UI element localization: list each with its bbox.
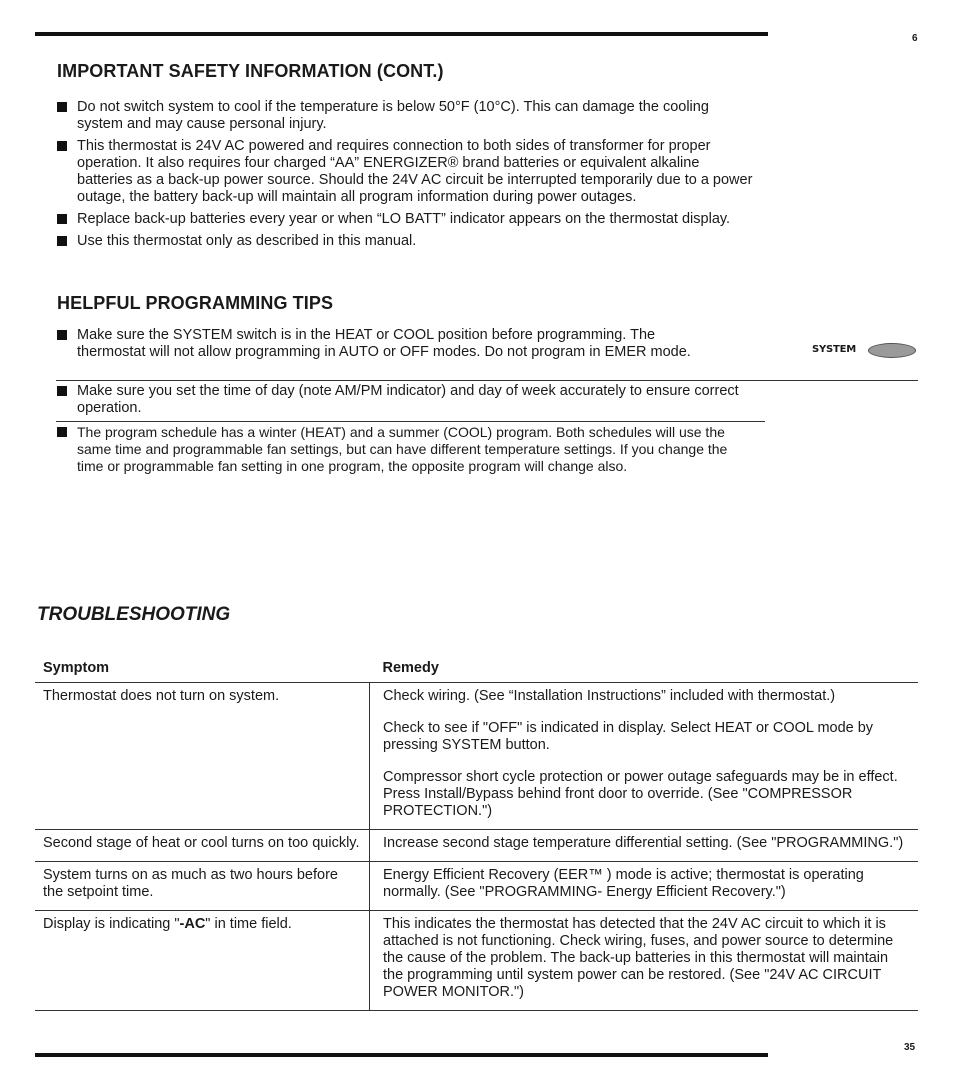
table-row (35, 862, 918, 911)
square-bullet-icon (57, 236, 67, 246)
table-row (35, 830, 918, 862)
ac-code: -AC (179, 916, 206, 932)
troubleshooting-heading: TROUBLESHOOTING (37, 604, 231, 625)
tips-heading: HELPFUL PROGRAMMING TIPS (57, 293, 334, 313)
safety-heading: IMPORTANT SAFETY INFORMATION (CONT.) (57, 61, 444, 81)
square-bullet-icon (57, 102, 67, 112)
tips-bullet-list-1 (56, 327, 756, 366)
tips-separator-1 (56, 380, 918, 381)
tips-bullet: Make sure the SYSTEM switch is in the HEAT or COOL position before programming. The thermostat will not allow programming in AUTO or OFF modes. Do not program in EMER mode. (56, 327, 756, 361)
safety-bullet-list (56, 99, 756, 255)
tips-bullet: Make sure you set the time of day (note AM/PM indicator) and day of week accurately to ensure correct operation. (56, 383, 756, 417)
tips-bullet-list-2 (56, 383, 756, 422)
tips-bullet-list-3 (56, 424, 756, 480)
remedy-text: Check wiring. (See “Installation Instructions” included with thermostat.) (383, 688, 836, 704)
symptom-cell: Thermostat does not turn on system. (35, 683, 370, 830)
remedy-cell (370, 911, 919, 1011)
table-row (35, 683, 918, 830)
table-row (35, 911, 918, 1011)
page-number-bottom: 35 (904, 1042, 916, 1053)
square-bullet-icon (57, 214, 67, 224)
safety-bullet: Do not switch system to cool if the temperature is below 50°F (10°C). This can damage the cooling system and may cause personal injury. (56, 99, 756, 133)
top-rule (35, 32, 768, 36)
troubleshooting-table (35, 656, 918, 1011)
safety-bullet: This thermostat is 24V AC powered and requires connection to both sides of transformer for proper operation. It also requires four charged “AA” ENERGIZER® brand batteries or equivalent alkaline batteries as a back-up power source. Should the 24V AC circuit be interrupted temporarily due to a power outage, the battery back-up will maintain all program information during power outages. (56, 138, 756, 206)
system-button-label: SYSTEM (812, 344, 857, 355)
remedy-text: Increase second stage temperature differential setting. (See "PROGRAMMING.") (383, 835, 904, 851)
remedy-cell (370, 683, 919, 830)
square-bullet-icon (57, 386, 67, 396)
remedy-text: Energy Efficient Recovery (EER™ ) mode is active; thermostat is operating normally. (See "PROGRAMMING- Energy Efficient Recovery.") (383, 867, 864, 900)
column-header-symptom: Symptom (35, 656, 370, 683)
symptom-cell: Display is indicating "-AC" in time field. (35, 911, 370, 1011)
bottom-rule (35, 1053, 768, 1057)
safety-bullet: Replace back-up batteries every year or when “LO BATT” indicator appears on the thermostat display. (56, 211, 756, 228)
remedy-text: Compressor short cycle protection or power outage safeguards may be in effect. Press Install/Bypass behind front door to override. (See "COMPRESSOR PROTECTION.") (383, 769, 898, 819)
symptom-cell: System turns on as much as two hours before the setpoint time. (35, 862, 370, 911)
remedy-text: Check to see if "OFF" is indicated in display. Select HEAT or COOL mode by pressing SYSTEM button. (383, 720, 874, 753)
remedy-text: This indicates the thermostat has detected that the 24V AC circuit to which it is attached is not functioning. Check wiring, fuses, and power source to determine the cause of the problem. The back-up batteries in this thermostat will maintain the programming until system power can be restored. (See "24V AC CIRCUIT POWER MONITOR.") (383, 916, 894, 1000)
safety-bullet: Use this thermostat only as described in this manual. (56, 233, 756, 250)
square-bullet-icon (57, 427, 67, 437)
tips-separator-2 (56, 421, 765, 422)
page-number-top: 6 (912, 33, 918, 44)
column-header-remedy: Remedy (370, 656, 919, 683)
square-bullet-icon (57, 330, 67, 340)
remedy-cell (370, 830, 919, 862)
square-bullet-icon (57, 141, 67, 151)
system-button-icon (868, 343, 916, 358)
remedy-cell (370, 862, 919, 911)
table-header-row (35, 656, 918, 683)
symptom-cell: Second stage of heat or cool turns on too quickly. (35, 830, 370, 862)
tips-bullet: The program schedule has a winter (HEAT) and a summer (COOL) program. Both schedules will use the same time and programmable fan settings, but can have different temperature settings. If you change the time or programmable fan setting in one program, the opposite program will change also. (56, 424, 756, 475)
